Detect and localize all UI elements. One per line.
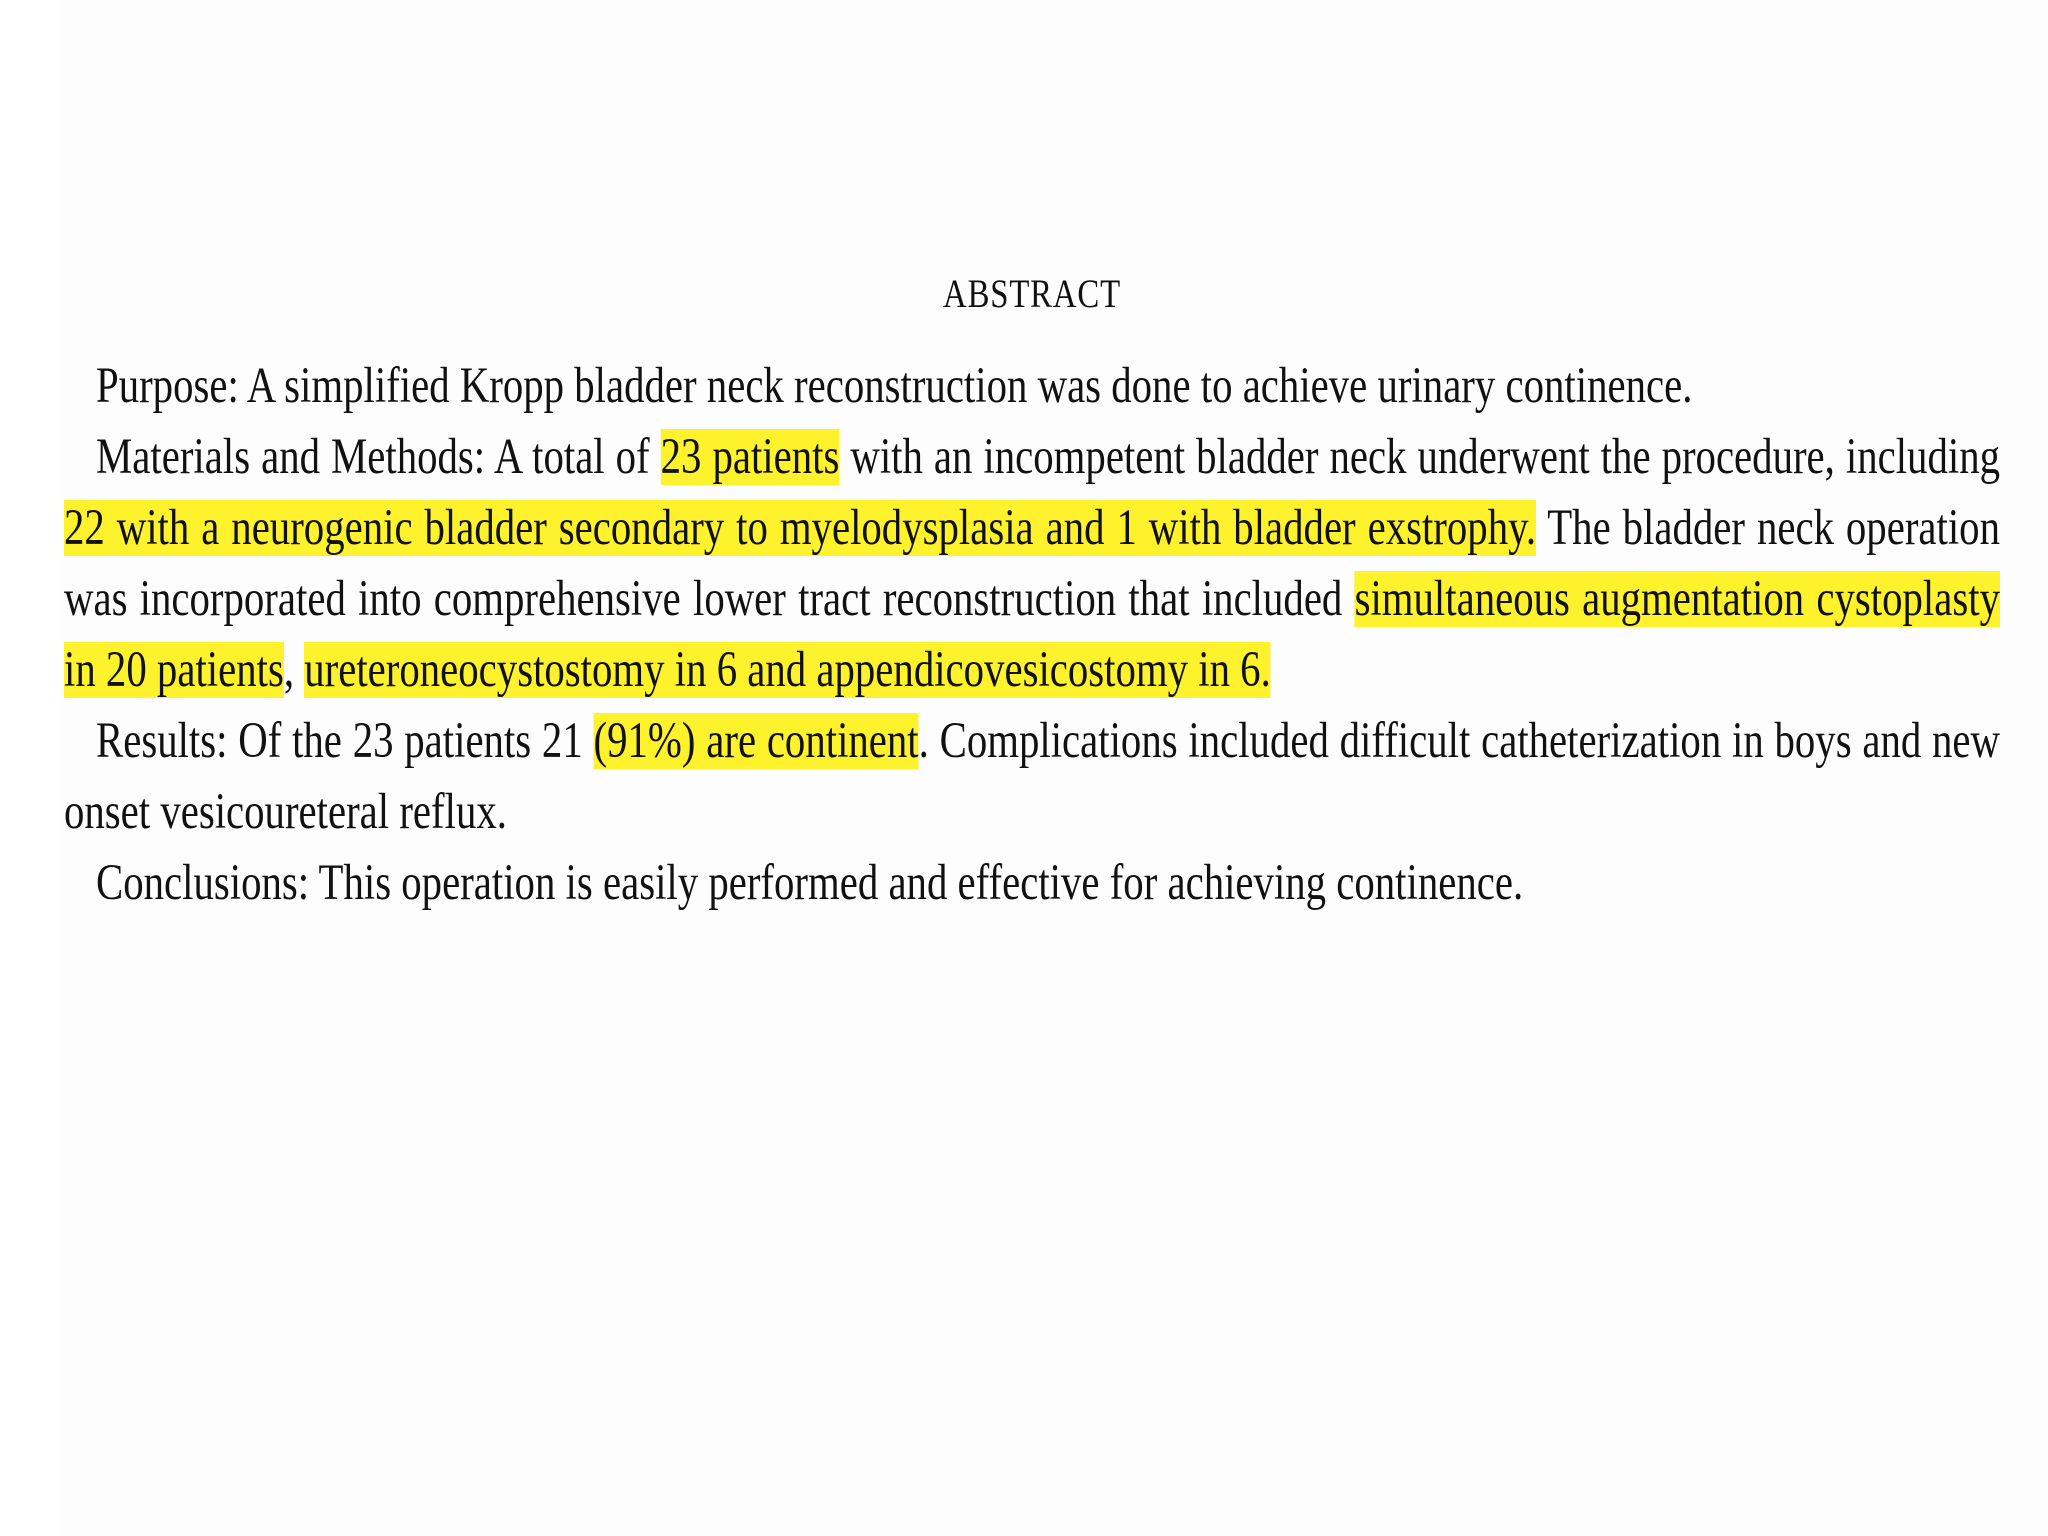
methods-text-3: The bladder neck operation was incorporated into comprehensive lower tract reconstruction that included	[64, 500, 2000, 627]
results-paragraph	[64, 706, 2000, 848]
purpose-text: Purpose: A simplified Kropp bladder neck reconstruction was done to achieve urinary continence.	[96, 358, 1693, 414]
abstract-heading: ABSTRACT	[943, 271, 1121, 316]
purpose-paragraph	[64, 351, 2000, 422]
conclusions-paragraph	[64, 848, 2000, 919]
methods-paragraph	[64, 422, 2000, 706]
methods-text-1: Materials and Methods: A total of	[96, 429, 661, 485]
abstract-block	[64, 270, 2000, 919]
results-text-1: Results: Of the 23 patients 21	[96, 713, 594, 769]
methods-text-2: with an incompetent bladder neck underwent the procedure, including	[839, 429, 2000, 485]
results-highlight-continent: (91%) are continent	[593, 713, 919, 769]
results-text-2: . Complications included difficult catheterization in boys and new onset vesicoureteral reflux.	[64, 713, 2000, 840]
methods-text-4: ,	[283, 642, 305, 698]
conclusions-text: Conclusions: This operation is easily performed and effective for achieving continence.	[96, 855, 1524, 911]
methods-highlight-ureteroneocystostomy: ureteroneocystostomy in 6 and appendicovesicostomy in 6.	[304, 642, 1271, 698]
methods-highlight-augmentation: simultaneous augmentation cystoplasty in 20 patients	[64, 571, 2000, 698]
methods-highlight-patients: 23 patients	[660, 429, 840, 485]
methods-highlight-neurogenic: 22 with a neurogenic bladder secondary to myelodysplasia and 1 with bladder exstrophy.	[64, 500, 1537, 556]
